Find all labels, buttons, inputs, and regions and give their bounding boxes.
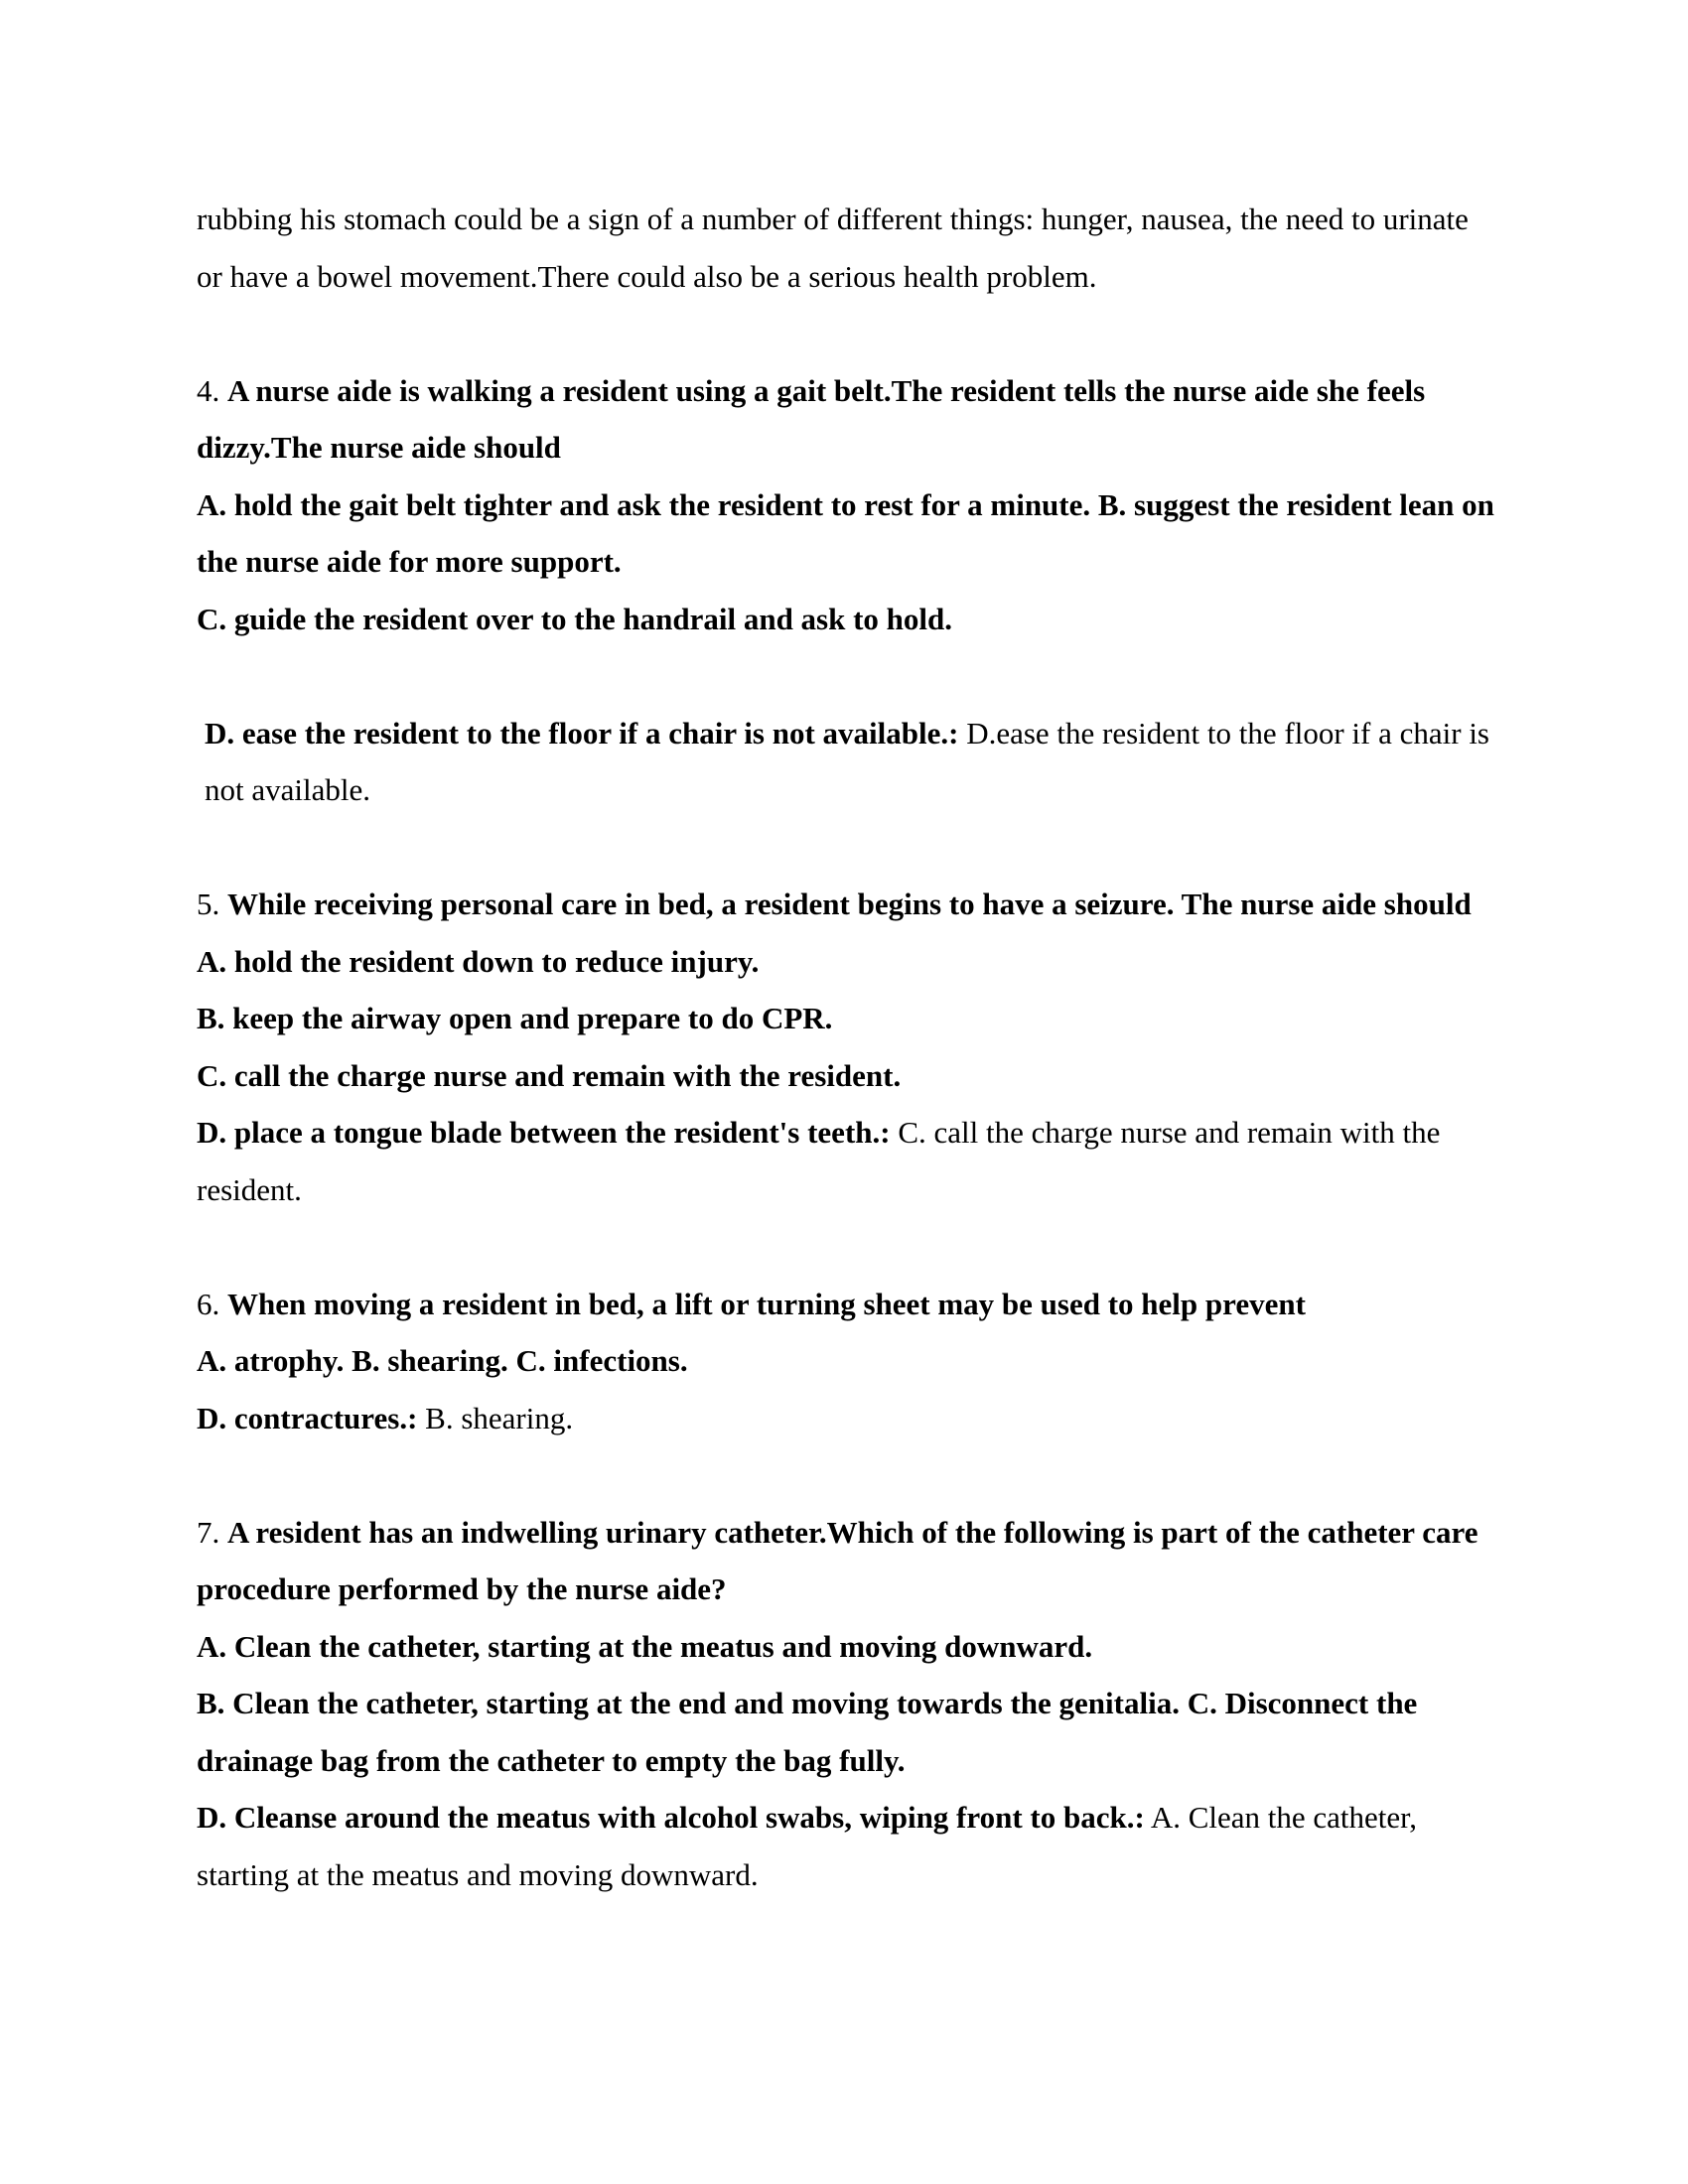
- option-text: D. place a tongue blade between the resident's teeth.:: [197, 1115, 891, 1150]
- question-stem-text: A resident has an indwelling urinary catheter.Which of the following is part of the catheter care procedure performed by the nurse aide?: [197, 1514, 1478, 1606]
- option-text: D. ease the resident to the floor if a chair is not available.:: [205, 715, 959, 751]
- question-7: [197, 1504, 1497, 1904]
- question-5-option-d: [197, 1104, 1497, 1218]
- question-stem-text: When moving a resident in bed, a lift or turning sheet may be used to help prevent: [227, 1286, 1306, 1321]
- spacer: [197, 647, 1497, 705]
- question-5-option-b: [197, 990, 1497, 1047]
- option-text: A. hold the gait belt tighter and ask the resident to rest for a minute. B. suggest the resident lean on the nurse aide for more support.: [197, 486, 1494, 579]
- question-number: 4.: [197, 372, 220, 408]
- answer-text: C. call the charge nurse and remain with the resident.: [197, 1115, 1441, 1207]
- question-7-options-bc: [197, 1675, 1497, 1789]
- question-number: 7.: [197, 1514, 220, 1550]
- question-5-option-c: [197, 1047, 1497, 1105]
- question-6: [197, 1276, 1497, 1447]
- question-5-stem: [197, 876, 1497, 933]
- question-stem-text: A nurse aide is walking a resident using a gait belt.The resident tells the nurse aide she feels dizzy.The nurse aide should: [197, 372, 1426, 465]
- option-text: D. Cleanse around the meatus with alcohol swabs, wiping front to back.:: [197, 1800, 1145, 1835]
- question-stem-text: While receiving personal care in bed, a resident begins to have a seizure. The nurse aide should: [227, 887, 1472, 921]
- option-text: B. Clean the catheter, starting at the end and moving towards the genitalia. C. Disconnect the drainage bag from the catheter to empty the bag fully.: [197, 1686, 1418, 1778]
- spacer: [197, 819, 1497, 877]
- question-6-options-abc: [197, 1332, 1497, 1390]
- option-text: C. guide the resident over to the handrail and ask to hold.: [197, 601, 953, 636]
- question-number: 5.: [197, 887, 220, 921]
- option-text: B. keep the airway open and prepare to do CPR.: [197, 1001, 833, 1035]
- question-4-options-ab: [197, 477, 1497, 591]
- question-4-option-c: [197, 591, 1497, 648]
- question-4-option-d: [197, 705, 1497, 819]
- question-number: 6.: [197, 1286, 220, 1321]
- question-6-stem: [197, 1276, 1497, 1333]
- option-text: C. call the charge nurse and remain with the resident.: [197, 1057, 902, 1093]
- question-6-option-d: [197, 1390, 1497, 1447]
- intro-paragraph: [197, 191, 1497, 305]
- question-4: [197, 362, 1497, 819]
- spacer: [197, 1218, 1497, 1276]
- answer-text: D.ease the resident to the floor if a chair is not available.: [205, 715, 1489, 807]
- question-4-stem: [197, 362, 1497, 477]
- question-5: [197, 876, 1497, 1218]
- question-5-option-a: [197, 933, 1497, 991]
- option-text: A. Clean the catheter, starting at the meatus and moving downward.: [197, 1628, 1093, 1664]
- option-text: D. contractures.:: [197, 1400, 418, 1435]
- spacer: [197, 305, 1497, 362]
- question-7-stem: [197, 1504, 1497, 1618]
- option-text: A. atrophy. B. shearing. C. infections.: [197, 1343, 688, 1378]
- document-page: [197, 191, 1497, 1903]
- question-7-option-a: [197, 1618, 1497, 1676]
- answer-text: B. shearing.: [425, 1400, 574, 1435]
- intro-text: rubbing his stomach could be a sign of a number of different things: hunger, nausea, the need to urinate or have a bowel movement.There could also be a serious health problem.: [197, 202, 1469, 294]
- answer-text: A. Clean the catheter, starting at the meatus and moving downward.: [197, 1800, 1417, 1892]
- option-text: A. hold the resident down to reduce injury.: [197, 943, 760, 979]
- spacer: [197, 1446, 1497, 1504]
- question-7-option-d: [197, 1789, 1497, 1903]
